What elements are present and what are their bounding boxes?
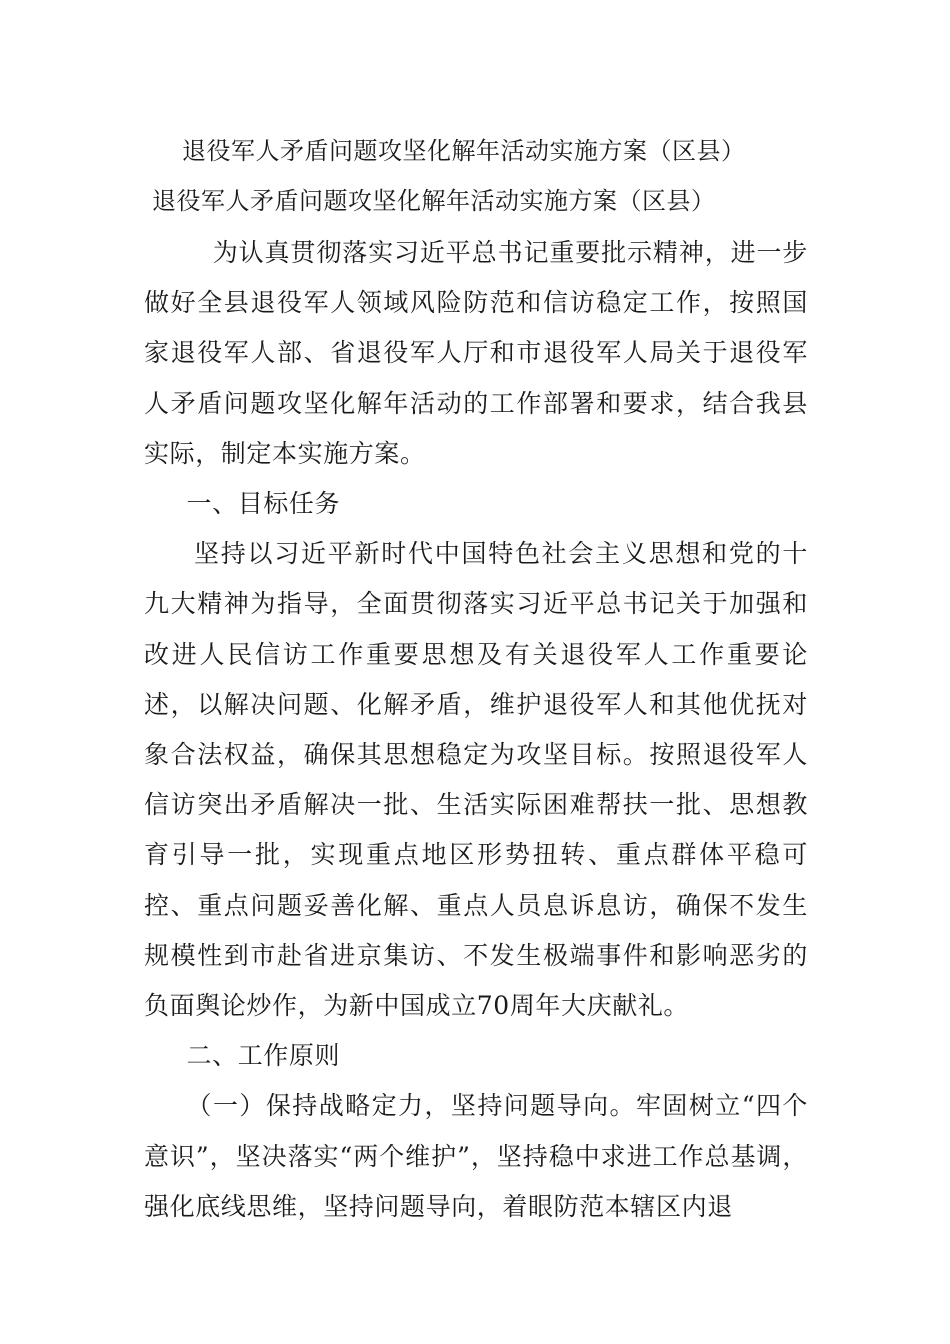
document-title: 退役军人矛盾问题攻坚化解年活动实施方案（区县）: [182, 137, 746, 165]
document-body: [144, 228, 808, 1232]
goals-paragraph: 坚持以习近平新时代中国特色社会主义思想和党的十九大精神为指导，全面贯彻落实习近平总书记关于加强和改进人民信访工作重要思想及有关退役军人工作重要论述，以解决问题、化解矛盾，维护退役军人和其他优抚对象合法权益，确保其思想稳定为攻坚目标。按照退役军人信访突出矛盾解决一批、生活实际困难帮扶一批、思想教育引导一批，实现重点地区形势扭转、重点群体平稳可控、重点问题妥善化解、重点人员息诉息访，确保不发生规模性到市赴省进京集访、不发生极端事件和影响恶劣的负面舆论炒作，为新中国成立70周年大庆献礼。: [144, 539, 808, 1021]
principle-item-1: （一）保持战略定力，坚持问题导向。牢固树立“四个意识”，坚决落实“两个维护”，坚持稳中求进工作总基调，强化底线思维，坚持问题导向，着眼防范本辖区内退: [144, 1091, 808, 1221]
document-subtitle: 退役军人矛盾问题攻坚化解年活动实施方案（区县）: [152, 187, 716, 215]
section-heading-principles: 二、工作原则: [186, 1041, 341, 1071]
section-heading-goals: 一、目标任务: [186, 489, 341, 519]
intro-paragraph: 为认真贯彻落实习近平总书记重要批示精神，进一步做好全县退役军人领域风险防范和信访稳定工作，按照国家退役军人部、省退役军人厅和市退役军人局关于退役军人矛盾问题攻坚化解年活动的工作部署和要求，结合我县实际，制定本实施方案。: [144, 238, 808, 468]
